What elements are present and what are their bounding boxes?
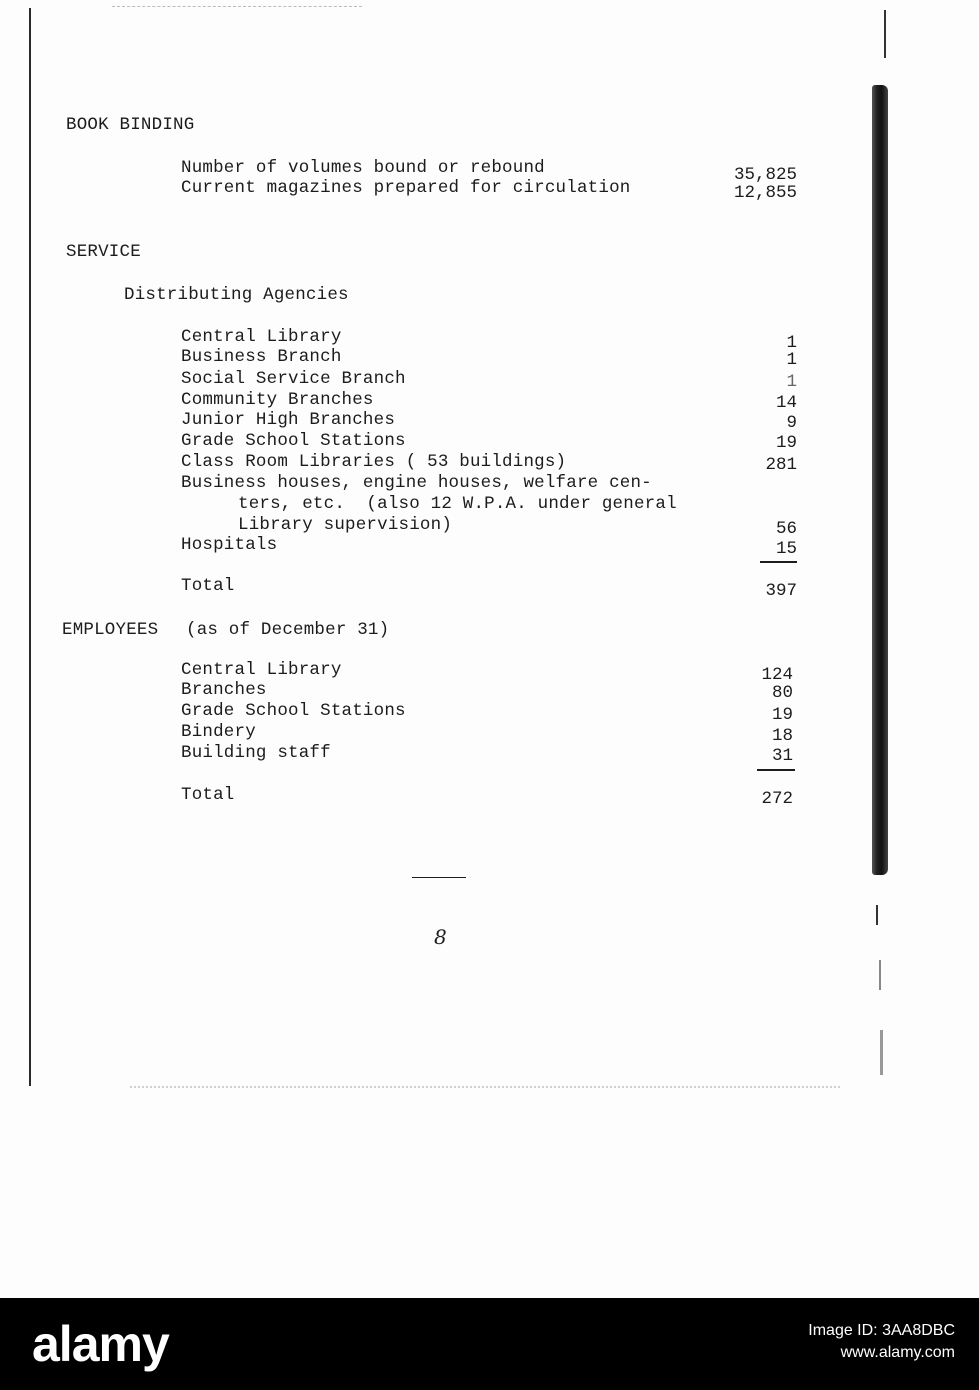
- employee-item-value: 31: [771, 746, 793, 766]
- page-number: 8: [434, 925, 447, 949]
- service-item-value: 281: [765, 455, 797, 475]
- section-heading-employees: EMPLOYEES: [62, 620, 159, 640]
- service-item-label: Business houses, engine houses, welfare cen-: [181, 473, 652, 493]
- service-item-label: Social Service Branch: [181, 369, 406, 389]
- image-id: Image ID: 3AA8DBC: [808, 1322, 955, 1339]
- employee-item-value: 18: [771, 726, 793, 746]
- bottom-edge-mark: [130, 1086, 840, 1088]
- employee-item-label: Central Library: [181, 660, 342, 680]
- service-total-label: Total: [181, 576, 235, 596]
- book-binding-label: Number of volumes bound or rebound: [181, 158, 545, 178]
- book-binding-value: 35,825: [733, 165, 797, 185]
- service-item-label: Central Library: [181, 327, 342, 347]
- footer-info: [808, 1320, 955, 1364]
- service-item-label: Junior High Branches: [181, 410, 396, 430]
- edge-mark: [880, 1030, 883, 1075]
- service-item-label: Class Room Libraries ( 53 buildings): [181, 452, 567, 472]
- edge-mark: [884, 10, 886, 58]
- service-item-label: ters, etc. (also 12 W.P.A. under general: [238, 494, 677, 514]
- employee-item-value: 19: [771, 705, 793, 725]
- service-item-value: 1: [786, 350, 797, 370]
- sum-rule: [760, 561, 797, 563]
- employee-item-value: 80: [771, 683, 793, 703]
- service-total-value: 397: [765, 581, 797, 601]
- employee-item-label: Bindery: [181, 722, 256, 742]
- service-item-label: Community Branches: [181, 390, 374, 410]
- site-url: www.alamy.com: [840, 1344, 955, 1361]
- employees-note: (as of December 31): [186, 620, 390, 640]
- section-heading-service: SERVICE: [66, 242, 141, 262]
- service-item-value: 14: [775, 393, 797, 413]
- service-item-value: 56: [775, 519, 797, 539]
- employees-total-value: 272: [761, 789, 793, 809]
- page-left-edge: [29, 8, 31, 1086]
- service-item-label: Business Branch: [181, 347, 342, 367]
- service-item-value: 19: [775, 433, 797, 453]
- service-item-value: 1: [786, 333, 797, 353]
- service-item-label: Hospitals: [181, 535, 278, 555]
- employee-item-value: 124: [761, 665, 793, 685]
- service-subheading: Distributing Agencies: [124, 285, 349, 305]
- service-item-value: 9: [786, 413, 797, 433]
- employee-item-label: Grade School Stations: [181, 701, 406, 721]
- service-item-label: Grade School Stations: [181, 431, 406, 451]
- edge-mark: [879, 960, 881, 990]
- section-heading-book-binding: BOOK BINDING: [66, 115, 195, 135]
- end-rule: [412, 877, 466, 878]
- edge-mark: [876, 905, 878, 925]
- sum-rule: [757, 769, 795, 771]
- top-edge-mark: [112, 6, 362, 7]
- service-item-value: 1: [786, 372, 797, 392]
- stock-footer-bar: [0, 1298, 979, 1390]
- book-binding-value: 12,855: [733, 183, 797, 203]
- employee-item-label: Branches: [181, 680, 267, 700]
- service-item-value: 15: [775, 539, 797, 559]
- service-item-label: Library supervision): [238, 515, 453, 535]
- book-binding-label: Current magazines prepared for circulation: [181, 178, 631, 198]
- employees-total-label: Total: [181, 785, 235, 805]
- brand-logo: alamy: [32, 1316, 169, 1372]
- employee-item-label: Building staff: [181, 743, 331, 763]
- binding-edge: [872, 85, 888, 875]
